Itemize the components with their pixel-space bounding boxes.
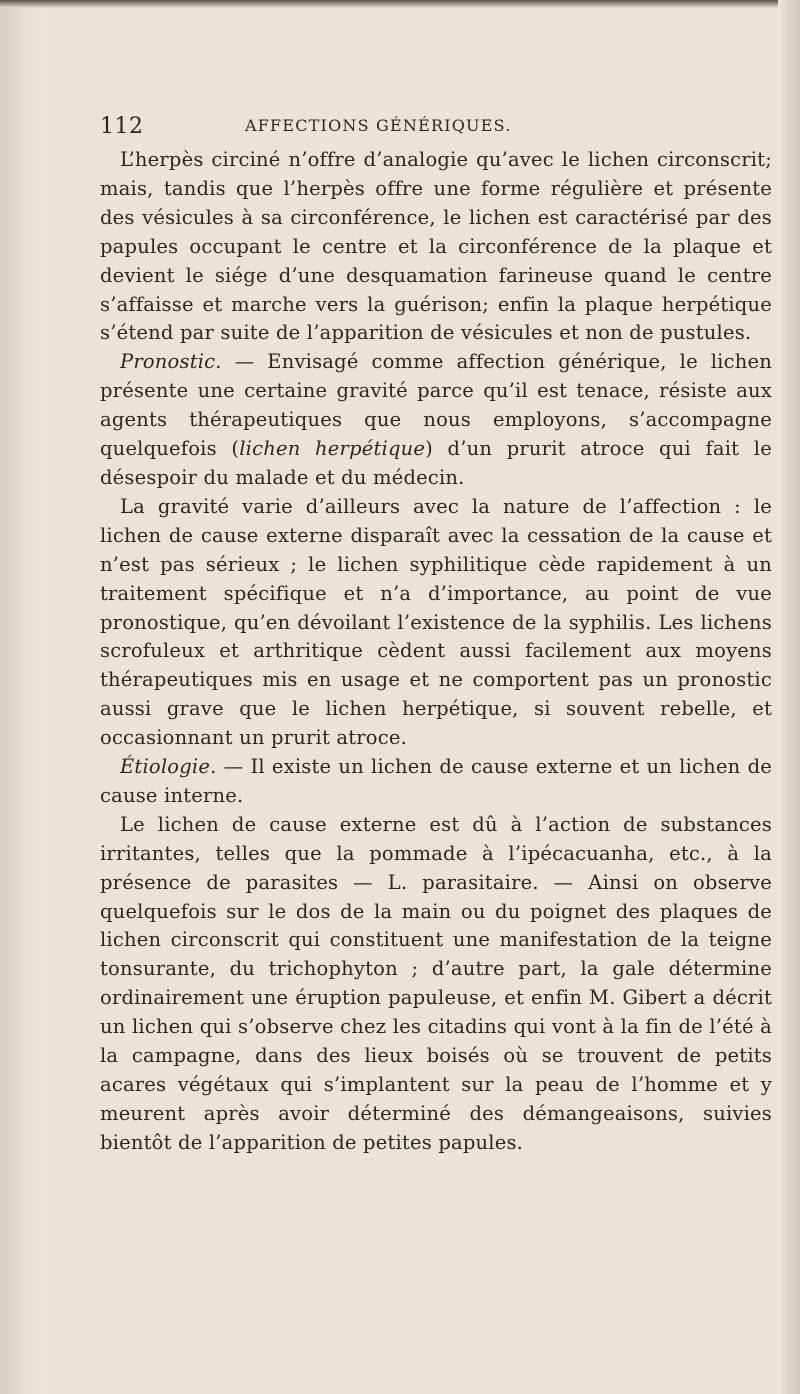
paragraph-cause-externe xyxy=(100,811,772,1158)
paragraph-text: ) d’un prurit atroce qui fait le désespoir du malade et du médecin. xyxy=(100,437,772,489)
running-title: AFFECTIONS GÉNÉRIQUES. xyxy=(245,116,512,135)
paragraph-text: — Il existe un lichen de cause externe et un lichen de cause interne. xyxy=(100,755,772,807)
paragraph-pronostic xyxy=(100,348,772,493)
section-heading-pronostic: Pronostic. xyxy=(120,350,222,374)
paragraph-text: — Envisagé comme affection générique, le lichen présente une certaine gravité parce qu’il est tenace, résiste aux agents thérapeutiques que nous employons, s’accompagne quelquefois ( xyxy=(100,350,772,461)
section-heading-etiologie: Étiologie. xyxy=(120,755,217,779)
paragraph-text: L’herpès circiné n’offre d’analogie qu’avec le lichen circonscrit; mais, tandis que l’herpès offre une forme régulière et présente des vésicules à sa circonférence, le lichen est caractérisé par des papules occupant le centre et la circonférence de la plaque et devient le siége d’une desquamation farineuse quand le centre s’affaisse et marche vers la guérison; enfin la plaque herpétique s’étend par suite de l’apparition de vésicules et non de pustules. xyxy=(100,148,772,345)
scan-left-margin xyxy=(0,0,44,1394)
paragraph-gravite xyxy=(100,493,772,753)
book-page xyxy=(100,114,772,1158)
italic-term: lichen herpétique xyxy=(239,437,426,461)
scan-top-edge xyxy=(0,0,800,8)
scan-right-margin xyxy=(778,0,800,1394)
body-text xyxy=(100,146,772,1158)
paragraph-text: Le lichen de cause externe est dû à l’action de substances irritantes, telles que la pommade à l’ipécacuanha, etc., à la présence de parasites — L. parasitaire. — Ainsi on observe quelquefois sur le dos de la main ou du poignet des plaques de lichen circonscrit qui constituent une manifestation de la teigne tonsurante, du trichophyton ; d’autre part, la gale détermine ordinairement une éruption papuleuse, et enfin M. Gibert a décrit un lichen qui s’observe chez les citadins qui vont à la fin de l’été à la campagne, dans des lieux boisés où se trouvent de petits acares végétaux qui s’implantent sur la peau de l’homme et y meurent après avoir déterminé des démangeaisons, suivies bientôt de l’apparition de petites papules. xyxy=(100,812,772,1154)
paragraph-text: La gravité varie d’ailleurs avec la nature de l’affection : le lichen de cause externe disparaît avec la cessation de la cause et n’est pas sérieux ; le lichen syphilitique cède rapidement à un traitement spécifique et n’a d’importance, au point de vue pronostique, qu’en dévoilant l’existence de la syphilis. Les lichens scrofuleux et arthritique cèdent aussi facilement aux moyens thérapeutiques mis en usage et ne comportent pas un pronostic aussi grave que le lichen herpétique, si souvent rebelle, et occasionnant un prurit atroce. xyxy=(100,494,772,750)
paragraph-herpes-circine xyxy=(100,146,772,348)
paragraph-etiologie xyxy=(100,753,772,811)
running-head xyxy=(100,114,772,146)
page-number: 112 xyxy=(100,114,144,139)
